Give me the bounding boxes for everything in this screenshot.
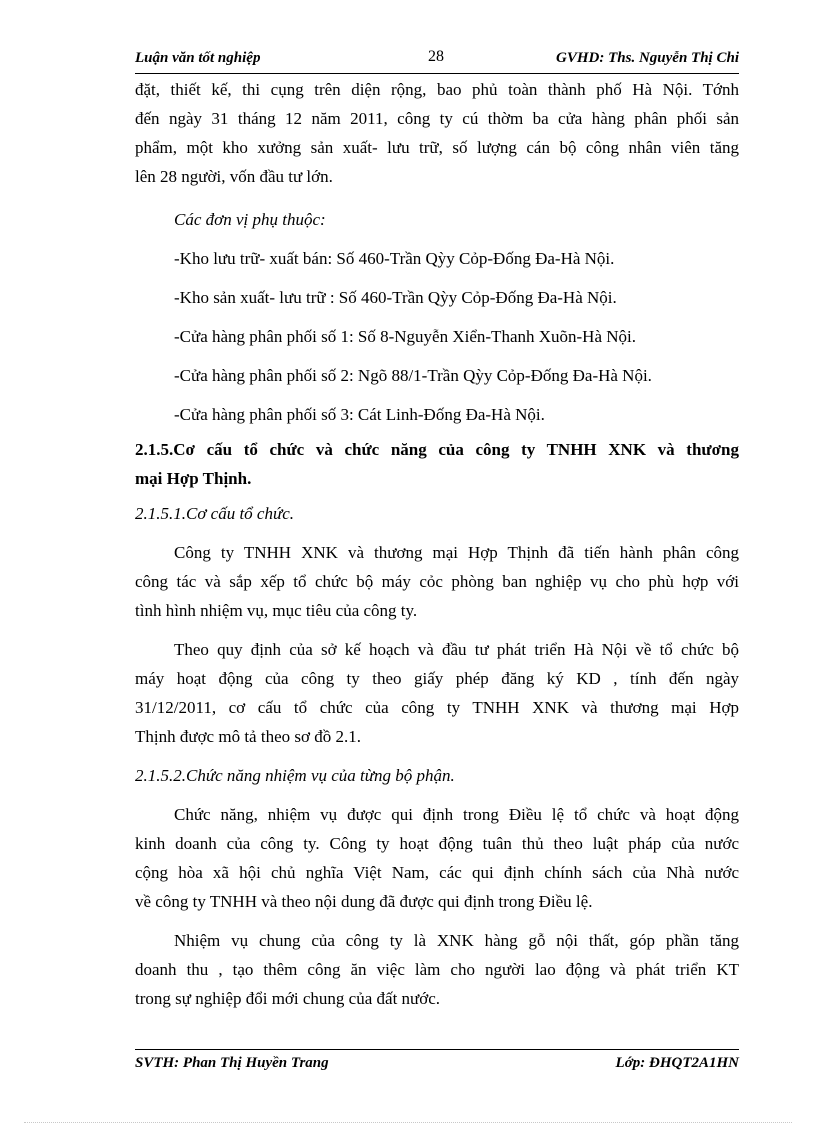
paragraph [135, 635, 739, 751]
section-heading [135, 435, 739, 493]
text-line: kinh doanh của công ty. Công ty hoạt động tuân thủ theo luật pháp của nước [135, 834, 739, 853]
units-label: Các đơn vị phụ thuộc: [174, 210, 326, 229]
text-line: cộng hòa xã hội chủ nghĩa Việt Nam, các qui định chính sách của Nhà nước [135, 863, 739, 882]
unit-item: -Kho lưu trữ- xuất bán: Số 460-Trần Qỳy Cỏp-Đống Đa-Hà Nội. [174, 249, 615, 268]
unit-item: -Kho sản xuất- lưu trữ : Số 460-Trần Qỳy Cỏp-Đống Đa-Hà Nội. [174, 288, 617, 307]
text-line: Công ty TNHH XNK và thương mại Hợp Thịnh đã tiến hành phân công [174, 543, 739, 562]
paragraph [135, 800, 739, 916]
text-line: Nhiệm vụ chung của công ty là XNK hàng gỗ nội thất, góp phần tăng [174, 931, 739, 950]
text-line: công tác và sắp xếp tổ chức bộ máy cỏc phòng ban nghiệp vụ cho phù hợp với [135, 572, 739, 591]
subsection-title: 2.1.5.2.Chức năng nhiệm vụ của từng bộ phận. [135, 766, 455, 785]
heading-line: mại Hợp Thịnh. [135, 469, 252, 488]
paragraph [135, 538, 739, 625]
text-line: doanh thu , tạo thêm công ăn việc làm cho người lao động và phát triển KT [135, 960, 739, 979]
text-line: 31/12/2011, cơ cấu tổ chức của công ty TNHH XNK và thương mại Hợp [135, 698, 739, 717]
text-line: tình hình nhiệm vụ, mục tiêu của công ty. [135, 601, 418, 620]
text-line: về công ty TNHH và theo nội dung đã được qui định trong Điều lệ. [135, 892, 593, 911]
footer-student: SVTH: Phan Thị Huyền Trang [135, 1055, 329, 1071]
text-line: đến ngày 31 tháng 12 năm 2011, công ty cú thờm ba cửa hàng phân phối sản [135, 109, 739, 128]
heading-line: 2.1.5.Cơ cấu tổ chức và chức năng của công ty TNHH XNK và thương [135, 440, 739, 459]
unit-item: -Cửa hàng phân phối số 3: Cát Linh-Đống Đa-Hà Nội. [174, 405, 545, 424]
unit-item: -Cửa hàng phân phối số 1: Số 8-Nguyễn Xiển-Thanh Xuõn-Hà Nội. [174, 327, 636, 346]
text-line: Theo quy định của sở kế hoạch và đầu tư phát triển Hà Nội về tổ chức bộ [174, 640, 739, 659]
header-advisor: GVHD: Ths. Nguyễn Thị Chi [556, 50, 739, 66]
text-line: lên 28 người, vốn đầu tư lớn. [135, 167, 333, 186]
page-footer [135, 1053, 739, 1077]
text-line: phẩm, một kho xưởng sản xuất- lưu trữ, số lượng cán bộ công nhân viên tăng [135, 138, 739, 157]
text-line: máy hoạt động của công ty theo giấy phép đăng ký KD , tính đến ngày [135, 669, 739, 688]
text-line: Thịnh được mô tả theo sơ đồ 2.1. [135, 727, 361, 746]
header-rule [135, 73, 739, 74]
page-header [135, 48, 739, 72]
paragraph [135, 926, 739, 1013]
footer-class: Lớp: ĐHQT2A1HN [615, 1055, 739, 1071]
text-line: trong sự nghiệp đổi mới chung của đất nước. [135, 989, 441, 1008]
page-number: 28 [428, 48, 444, 65]
subsection-title: 2.1.5.1.Cơ cấu tổ chức. [135, 504, 295, 523]
unit-item: -Cửa hàng phân phối số 2: Ngõ 88/1-Trần Qỳy Cỏp-Đống Đa-Hà Nội. [174, 366, 652, 385]
text-line: Chức năng, nhiệm vụ được qui định trong Điều lệ tổ chức và hoạt động [174, 805, 739, 824]
header-thesis-label: Luận văn tốt nghiệp [135, 50, 261, 66]
text-line: đặt, thiết kế, thi cụng trên diện rộng, bao phủ toàn thành phố Hà Nội. Tớnh [135, 80, 739, 99]
page-body [135, 75, 739, 1013]
footer-rule [135, 1049, 739, 1050]
intro-paragraph [135, 75, 739, 191]
